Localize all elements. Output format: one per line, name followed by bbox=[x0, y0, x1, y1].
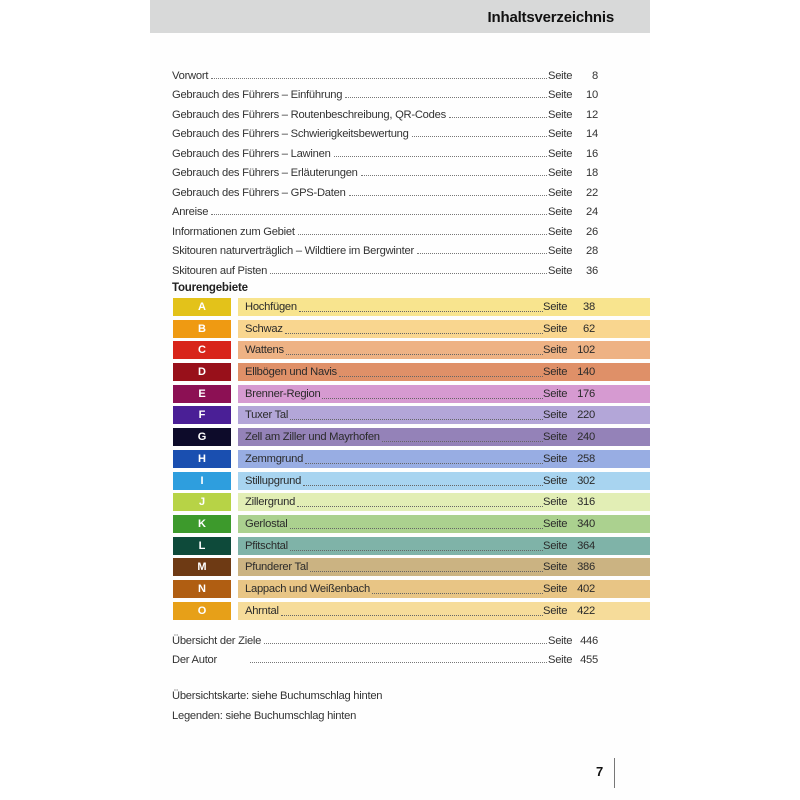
region-bar bbox=[238, 450, 650, 468]
seite-label: Seite bbox=[543, 366, 568, 379]
region-label: Pfunderer Tal bbox=[245, 561, 309, 574]
seite-label: Seite bbox=[548, 634, 573, 647]
region-letter-badge: C bbox=[173, 341, 231, 359]
region-entry[interactable] bbox=[173, 341, 650, 359]
page-ref: 140 bbox=[577, 366, 595, 379]
region-entry[interactable] bbox=[173, 428, 650, 446]
region-entry[interactable] bbox=[173, 450, 650, 468]
toc-entry-label: Gebrauch des Führers – Schwierigkeitsbewertung bbox=[172, 128, 409, 140]
page-ref: 10 bbox=[586, 89, 598, 101]
region-entry[interactable] bbox=[173, 385, 650, 403]
page-ref: 386 bbox=[577, 561, 595, 574]
toc-entry[interactable] bbox=[172, 238, 600, 258]
region-letter-badge: O bbox=[173, 602, 231, 620]
region-bar bbox=[238, 515, 650, 533]
toc-general bbox=[172, 62, 600, 297]
region-letter-badge: G bbox=[173, 428, 231, 446]
leader-dots bbox=[345, 97, 547, 98]
seite-label: Seite bbox=[543, 431, 568, 444]
leader-dots bbox=[285, 333, 543, 334]
seite-label: Seite bbox=[543, 452, 568, 465]
leader-dots bbox=[290, 528, 543, 529]
leader-dots bbox=[281, 615, 543, 616]
region-bar bbox=[238, 298, 650, 316]
page-ref: 22 bbox=[586, 186, 598, 199]
page-ref: 14 bbox=[586, 128, 598, 140]
seite-label: Seite bbox=[548, 225, 573, 238]
page-ref: 18 bbox=[586, 167, 598, 179]
seite-label: Seite bbox=[548, 167, 573, 179]
region-letter-badge: N bbox=[173, 580, 231, 598]
page-ref: 240 bbox=[577, 431, 595, 444]
toc-entry[interactable] bbox=[172, 179, 600, 199]
region-label: Ahrntal bbox=[245, 604, 279, 617]
leader-dots bbox=[286, 354, 543, 355]
region-entry[interactable] bbox=[173, 320, 650, 338]
toc-entry[interactable] bbox=[172, 82, 600, 102]
page-number: 7 bbox=[596, 764, 604, 779]
region-entry[interactable] bbox=[173, 558, 650, 576]
region-entry[interactable] bbox=[173, 298, 650, 316]
notes bbox=[172, 686, 382, 726]
seite-label: Seite bbox=[548, 206, 573, 218]
region-letter-badge: B bbox=[173, 320, 231, 338]
region-bar bbox=[238, 537, 650, 555]
leader-dots bbox=[297, 506, 543, 507]
page-ref: 446 bbox=[580, 634, 598, 647]
page-ref: 302 bbox=[577, 474, 595, 487]
region-label: Schwaz bbox=[245, 322, 283, 335]
seite-label: Seite bbox=[548, 264, 573, 277]
region-label: Zemmgrund bbox=[245, 452, 304, 465]
leader-dots bbox=[290, 419, 543, 420]
leader-dots bbox=[264, 643, 547, 644]
region-letter-badge: A bbox=[173, 298, 231, 316]
toc-entry-label: Gebrauch des Führers – Einführung bbox=[172, 89, 343, 101]
toc-appendix bbox=[172, 627, 600, 666]
seite-label: Seite bbox=[543, 322, 568, 335]
page-ref: 36 bbox=[586, 264, 598, 277]
page-title: Inhaltsverzeichnis bbox=[487, 9, 614, 26]
seite-label: Seite bbox=[543, 561, 568, 574]
region-label: Zillergrund bbox=[245, 496, 296, 509]
seite-label: Seite bbox=[548, 108, 573, 121]
region-entry[interactable] bbox=[173, 515, 650, 533]
leader-dots bbox=[299, 311, 543, 312]
leader-dots bbox=[412, 136, 547, 137]
leader-dots bbox=[382, 441, 543, 442]
toc-entry[interactable] bbox=[172, 62, 600, 82]
region-bar bbox=[238, 602, 650, 620]
toc-entry-label: Skitouren auf Pisten bbox=[172, 264, 268, 277]
seite-label: Seite bbox=[543, 474, 568, 487]
seite-label: Seite bbox=[548, 89, 573, 101]
region-entry[interactable] bbox=[173, 472, 650, 490]
toc-entry[interactable] bbox=[172, 121, 600, 141]
page-ref: 12 bbox=[586, 108, 598, 121]
seite-label: Seite bbox=[543, 387, 568, 400]
seite-label: Seite bbox=[548, 186, 573, 199]
leader-dots bbox=[349, 195, 547, 196]
region-letter-badge: H bbox=[173, 450, 231, 468]
seite-label: Seite bbox=[543, 344, 568, 357]
seite-label: Seite bbox=[543, 582, 568, 595]
toc-entry-label: Gebrauch des Führers – Erläuterungen bbox=[172, 167, 358, 179]
region-label: Gerlostal bbox=[245, 517, 288, 530]
seite-label: Seite bbox=[548, 245, 573, 257]
toc-entry-label: Anreise bbox=[172, 206, 209, 218]
page-ref: 316 bbox=[577, 496, 595, 509]
toc-entry-label: Skitouren naturverträglich – Wildtiere im Bergwinter bbox=[172, 245, 414, 257]
toc-entry-label: Informationen zum Gebiet bbox=[172, 225, 295, 238]
leader-dots bbox=[211, 78, 547, 79]
region-bar bbox=[238, 320, 650, 338]
page-ref: 24 bbox=[586, 206, 598, 218]
toc-entry-label: Vorwort bbox=[172, 69, 209, 82]
toc-entry-label: Gebrauch des Führers – Lawinen bbox=[172, 147, 331, 160]
seite-label: Seite bbox=[543, 539, 568, 552]
toc-regions bbox=[173, 298, 650, 623]
page-header bbox=[150, 0, 650, 33]
region-bar bbox=[238, 580, 650, 598]
region-bar bbox=[238, 363, 650, 381]
leader-dots bbox=[303, 485, 543, 486]
toc-entry[interactable] bbox=[172, 160, 600, 180]
page-ref: 364 bbox=[577, 539, 595, 552]
seite-label: Seite bbox=[543, 496, 568, 509]
note-legends: Legenden: siehe Buchumschlag hinten bbox=[172, 710, 357, 722]
leader-dots bbox=[211, 214, 547, 215]
toc-entry-label: Übersicht der Ziele bbox=[172, 634, 262, 647]
region-entry[interactable] bbox=[173, 493, 650, 511]
leader-dots bbox=[250, 662, 547, 663]
page-ref: 402 bbox=[577, 582, 595, 595]
leader-dots bbox=[270, 273, 547, 274]
page-ref: 62 bbox=[583, 322, 595, 335]
toc-entry-label: Der Autor bbox=[172, 654, 218, 666]
region-label: Pfitschtal bbox=[245, 539, 288, 552]
page-ref: 455 bbox=[580, 654, 598, 666]
note-overview-map: Übersichtskarte: siehe Buchumschlag hinten bbox=[172, 690, 383, 702]
region-label: Wattens bbox=[245, 344, 284, 357]
region-label: Stillupgrund bbox=[245, 474, 302, 487]
toc-entry[interactable] bbox=[172, 627, 600, 647]
toc-entry[interactable] bbox=[172, 140, 600, 160]
region-letter-badge: J bbox=[173, 493, 231, 511]
page-ref: 16 bbox=[586, 147, 598, 160]
region-bar bbox=[238, 493, 650, 511]
seite-label: Seite bbox=[543, 604, 568, 617]
seite-label: Seite bbox=[548, 69, 573, 82]
page-ref: 220 bbox=[577, 409, 595, 422]
region-letter-badge: D bbox=[173, 363, 231, 381]
page-ref: 258 bbox=[577, 452, 595, 465]
seite-label: Seite bbox=[543, 301, 568, 313]
region-letter-badge: F bbox=[173, 406, 231, 424]
page-ref: 26 bbox=[586, 225, 598, 238]
toc-entry-label: Gebrauch des Führers – Routenbeschreibung, QR-Codes bbox=[172, 108, 446, 121]
page-ref: 340 bbox=[577, 517, 595, 530]
leader-dots bbox=[449, 117, 547, 118]
region-entry[interactable] bbox=[173, 537, 650, 555]
region-bar bbox=[238, 558, 650, 576]
seite-label: Seite bbox=[548, 654, 573, 666]
region-bar bbox=[238, 472, 650, 490]
region-label: Hochfügen bbox=[245, 301, 297, 313]
seite-label: Seite bbox=[543, 517, 568, 530]
toc-entry[interactable] bbox=[172, 257, 600, 277]
leader-dots bbox=[290, 550, 543, 551]
toc-entry[interactable] bbox=[172, 647, 600, 667]
leader-dots bbox=[334, 156, 547, 157]
leader-dots bbox=[298, 234, 547, 235]
region-bar bbox=[238, 385, 650, 403]
seite-label: Seite bbox=[548, 128, 573, 140]
leader-dots bbox=[361, 175, 547, 176]
region-entry[interactable] bbox=[173, 363, 650, 381]
leader-dots bbox=[310, 571, 543, 572]
section-title-tourengebiete: Tourengebiete bbox=[172, 281, 248, 294]
seite-label: Seite bbox=[548, 147, 573, 160]
leader-dots bbox=[305, 463, 543, 464]
region-letter-badge: E bbox=[173, 385, 231, 403]
toc-entry[interactable] bbox=[172, 101, 600, 121]
region-label: Brenner-Region bbox=[245, 387, 321, 400]
seite-label: Seite bbox=[543, 409, 568, 422]
leader-dots bbox=[322, 398, 543, 399]
region-label: Tuxer Tal bbox=[245, 409, 289, 422]
region-letter-badge: K bbox=[173, 515, 231, 533]
leader-dots bbox=[417, 253, 547, 254]
region-bar bbox=[238, 406, 650, 424]
leader-dots bbox=[372, 593, 543, 594]
toc-entry-label: Gebrauch des Führers – GPS-Daten bbox=[172, 186, 346, 199]
region-label: Lappach und Weißenbach bbox=[245, 582, 370, 595]
region-letter-badge: M bbox=[173, 558, 231, 576]
page-ref: 8 bbox=[592, 69, 598, 82]
region-entry[interactable] bbox=[173, 580, 650, 598]
page-ref: 422 bbox=[577, 604, 595, 617]
toc-entry[interactable] bbox=[172, 199, 600, 219]
region-label: Ellbögen und Navis bbox=[245, 366, 337, 379]
book-page bbox=[150, 0, 650, 800]
region-entry[interactable] bbox=[173, 406, 650, 424]
page-ref: 38 bbox=[583, 301, 595, 313]
leader-dots bbox=[339, 376, 543, 377]
region-letter-badge: L bbox=[173, 537, 231, 555]
page-ref: 102 bbox=[577, 344, 595, 357]
page-ref: 176 bbox=[577, 387, 595, 400]
page-ref: 28 bbox=[586, 245, 598, 257]
toc-entry[interactable] bbox=[172, 218, 600, 238]
region-bar bbox=[238, 428, 650, 446]
region-letter-badge: I bbox=[173, 472, 231, 490]
region-entry[interactable] bbox=[173, 602, 650, 620]
region-bar bbox=[238, 341, 650, 359]
page-number-rule bbox=[614, 758, 615, 788]
region-label: Zell am Ziller und Mayrhofen bbox=[245, 431, 380, 444]
